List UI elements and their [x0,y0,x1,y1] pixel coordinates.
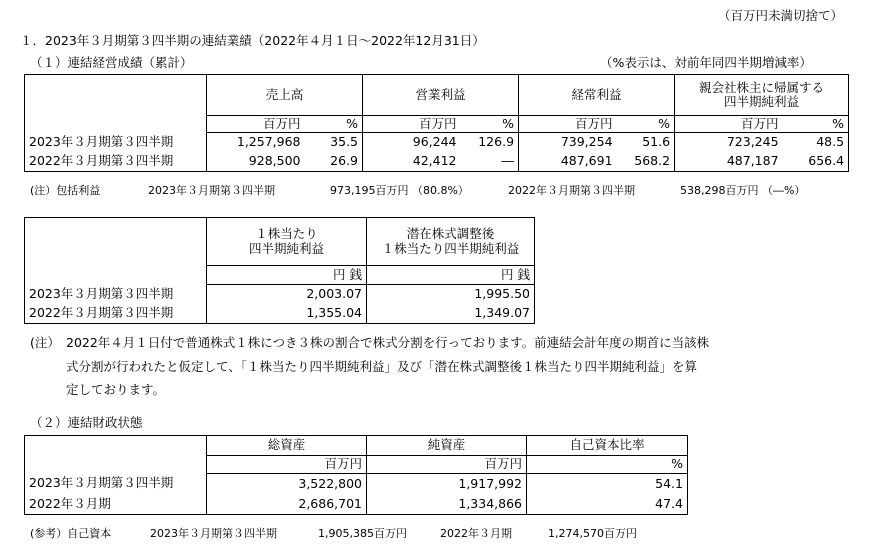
row-label: 2022年３月期第３四半期 [25,304,207,324]
fin-spacer-cell [25,456,207,474]
row-label: 2022年３月期第３四半期 [25,152,207,172]
sub1-note: （%表示は、対前年同四半期増減率） [600,55,812,70]
cell-equity-ratio: 47.4 [527,494,688,515]
comprehensive-note-p1-label: 2023年３月期第３四半期 [148,184,275,197]
eps-note-line3: 定しております。 [66,382,166,397]
cell-ordinary-income: 487,691 [519,152,617,172]
header-eps: １株当たり 四半期純利益 [207,218,367,266]
unit-pct: % [617,116,675,133]
table-row [25,285,535,304]
cell-net-assets: 1,917,992 [367,474,527,494]
unit-pct: % [783,116,849,133]
equity-note-prefix: (参考）自己資本 [30,527,112,540]
financial-position-table [24,435,688,515]
eps-table [24,217,535,324]
cell-eps: 1,355.04 [207,304,367,324]
eps-corner-cell [25,218,207,266]
row-label: 2023年３月期第３四半期 [25,133,207,152]
cell-ordinary-income-pct: 51.6 [617,133,675,152]
table-row [25,474,688,494]
cell-total-assets: 2,686,701 [207,494,367,515]
cell-operating-income: 42,412 [363,152,461,172]
unit-pct: % [461,116,519,133]
table-row [25,133,849,152]
header-diluted-eps: 潜在株式調整後 １株当たり四半期純利益 [367,218,535,266]
equity-note-p2-label: 2022年３月期 [440,527,512,540]
equity-note-p1-label: 2023年３月期第３四半期 [150,527,277,540]
cell-eps: 2,003.07 [207,285,367,304]
table-row [25,304,535,324]
cell-net-income: 723,245 [675,133,783,152]
cell-net-income-pct: 48.5 [783,133,849,152]
cell-diluted-eps: 1,995.50 [367,285,535,304]
cell-net-income: 487,187 [675,152,783,172]
cell-sales-pct: 26.9 [305,152,363,172]
unit-note: （百万円未満切捨て） [718,8,844,23]
unit-money: 百万円 [367,456,527,474]
cell-operating-income-pct: ― [461,152,519,172]
fin-corner-cell [25,436,207,456]
table-row [25,152,849,172]
equity-note-p2-value: 1,274,570百万円 [548,527,637,540]
row-label: 2023年３月期第３四半期 [25,285,207,304]
cell-operating-income: 96,244 [363,133,461,152]
cell-equity-ratio: 54.1 [527,474,688,494]
cell-sales: 1,257,968 [207,133,305,152]
cell-ordinary-income-pct: 568.2 [617,152,675,172]
unit-money: 百万円 [675,116,783,133]
cell-operating-income-pct: 126.9 [461,133,519,152]
unit-money: 百万円 [207,456,367,474]
unit-money: 百万円 [363,116,461,133]
eps-note-line1: 2022年４月１日付で普通株式１株につき３株の割合で株式分割を行っております。前連結会計年度の期首に当該株 [66,335,710,350]
cell-sales: 928,500 [207,152,305,172]
unit-pct: % [305,116,363,133]
ops-corner-cell [25,75,207,133]
comprehensive-note-p1-value: 973,195百万円 （80.8%） [330,184,469,197]
eps-note-prefix: (注） [30,335,60,350]
header-operating-income: 営業利益 [363,75,519,116]
unit-money: 百万円 [207,116,305,133]
header-net-assets: 純資産 [367,436,527,456]
row-label: 2022年３月期 [25,494,207,515]
header-equity-ratio: 自己資本比率 [527,436,688,456]
header-net-income: 親会社株主に帰属する 四半期純利益 [675,75,849,116]
equity-note-p1-value: 1,905,385百万円 [318,527,407,540]
cell-sales-pct: 35.5 [305,133,363,152]
unit-yen: 円 銭 [367,266,535,285]
sub2-title: （２）連結財政状態 [30,415,143,430]
unit-money: 百万円 [519,116,617,133]
cell-diluted-eps: 1,349.07 [367,304,535,324]
comprehensive-note-p2-label: 2022年３月期第３四半期 [508,184,635,197]
eps-note-line2: 式分割が行われたと仮定して、「１株当たり四半期純利益」及び「潜在株式調整後１株当たり四半期純利益」を算 [66,359,698,374]
eps-spacer-cell [25,266,207,285]
comprehensive-note-p2-value: 538,298百万円 （―%） [680,184,806,197]
header-ordinary-income: 経常利益 [519,75,675,116]
cell-total-assets: 3,522,800 [207,474,367,494]
unit-pct: % [527,456,688,474]
section1-title: １．2023年３月期第３四半期の連結業績（2022年４月１日～2022年12月31日） [20,33,485,48]
header-sales: 売上高 [207,75,363,116]
sub1-title: （１）連結経営成績（累計） [30,55,193,70]
table-row [25,494,688,515]
unit-yen: 円 銭 [207,266,367,285]
row-label: 2023年３月期第３四半期 [25,474,207,494]
comprehensive-note-prefix: (注）包括利益 [30,184,101,197]
cell-net-assets: 1,334,866 [367,494,527,515]
operating-results-table [24,74,849,172]
cell-ordinary-income: 739,254 [519,133,617,152]
header-total-assets: 総資産 [207,436,367,456]
cell-net-income-pct: 656.4 [783,152,849,172]
